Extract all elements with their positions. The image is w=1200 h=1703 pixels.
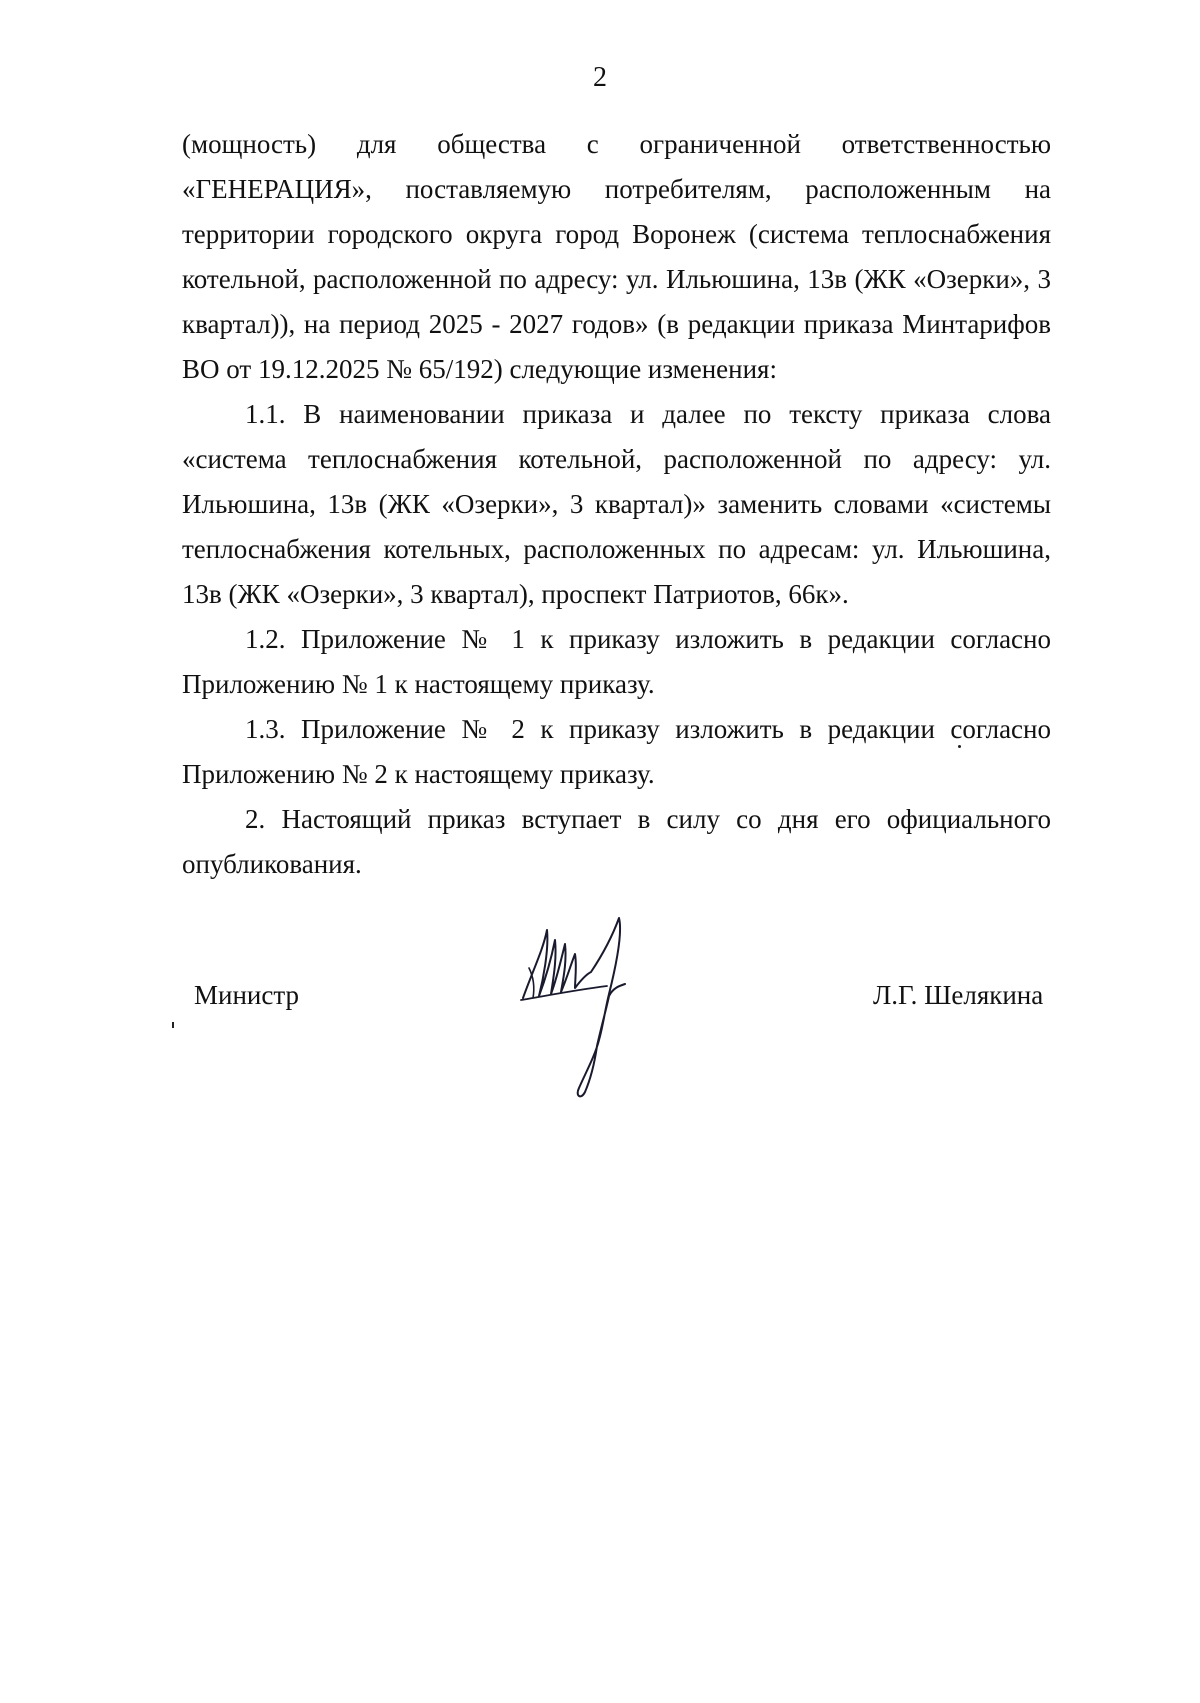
document-body	[182, 122, 1051, 887]
signature-block	[0, 972, 1200, 1132]
scan-speck	[172, 1022, 174, 1028]
paragraph-1-1: 1.1. В наименовании приказа и далее по тексту приказа слова «система теплоснабжения котельной, расположенной по адресу: ул. Ильюшина, 13в (ЖК «Озерки», 3 квартал)» заменить словами «системы теплоснабжения котельных, расположенных по адресам: ул. Ильюшина, 13в (ЖК «Озерки», 3 квартал), проспект Патриотов, 66к».	[182, 399, 1051, 609]
paragraph-1-2: 1.2. Приложение № 1 к приказу изложить в редакции согласно Приложению № 1 к настоящему приказу.	[182, 624, 1051, 699]
paragraph-1-3: 1.3. Приложение № 2 к приказу изложить в редакции согласно Приложению № 2 к настоящему приказу.	[182, 714, 1051, 789]
handwritten-signature-icon	[515, 910, 645, 1100]
scan-dot	[958, 745, 961, 748]
paragraph-intro: (мощность) для общества с ограниченной ответственностью «ГЕНЕРАЦИЯ», поставляемую потребителям, расположенным на территории городского округа город Воронеж (система теплоснабжения котельной, расположенной по адресу: ул. Ильюшина, 13в (ЖК «Озерки», 3 квартал)), на период 2025 - 2027 годов» (в редакции приказа Минтарифов ВО от 19.12.2025 № 65/192) следующие изменения:	[182, 129, 1051, 384]
page-number: 2	[593, 62, 607, 93]
paragraph-2: 2. Настоящий приказ вступает в силу со дня его официального опубликования.	[182, 804, 1051, 879]
signer-position: Министр	[194, 980, 299, 1010]
signer-name: Л.Г. Шелякина	[873, 980, 1044, 1010]
